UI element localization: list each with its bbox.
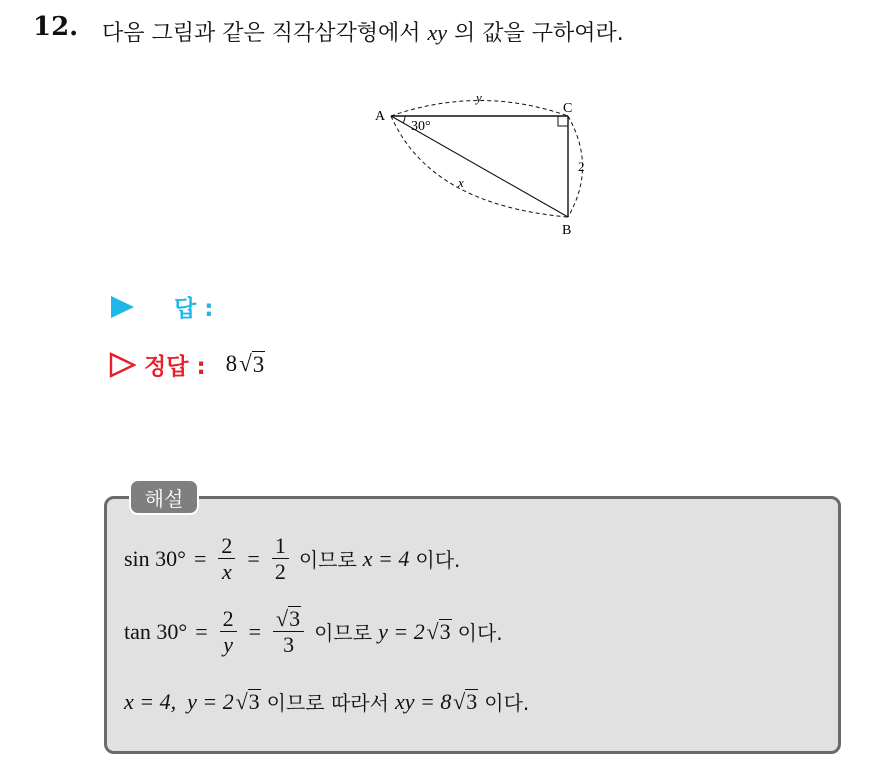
fraction-numerator: 1 xyxy=(272,533,289,559)
solution-line-3 xyxy=(124,687,535,716)
solution-tag: 해설 xyxy=(129,479,199,515)
question-text-after: 의 값을 구하여라. xyxy=(447,21,624,46)
sqrt-symbol: √ 3 xyxy=(453,688,478,714)
correct-coefficient: 8 xyxy=(225,351,238,377)
angle-label: 30° xyxy=(411,119,431,134)
question-text xyxy=(102,16,624,47)
fraction-denominator: x xyxy=(222,559,232,585)
angle-arc-a xyxy=(403,116,405,123)
side-2-label: 2 xyxy=(578,159,585,174)
equals-sign: = xyxy=(247,545,260,571)
fraction-numerator: √ 3 xyxy=(273,606,304,632)
side-x-label: x xyxy=(458,175,464,190)
solution-line-2 xyxy=(124,606,509,658)
fraction-root3-over-3 xyxy=(273,606,304,658)
x-value: x = 4, xyxy=(124,688,177,714)
fraction-numerator: 2 xyxy=(218,533,235,559)
question-number: 12. xyxy=(33,12,79,42)
korean-text: 이므로 xyxy=(298,548,357,573)
correct-value xyxy=(226,351,266,377)
fraction-2-over-y xyxy=(220,606,237,658)
triangle-figure xyxy=(365,85,605,245)
fraction-denominator: 2 xyxy=(274,559,286,585)
korean-text: 이므로 따라서 xyxy=(266,691,389,715)
fraction-2-over-x xyxy=(218,533,235,585)
sqrt-symbol: √ 3 xyxy=(426,618,451,644)
korean-text: 이다. xyxy=(457,621,503,646)
equals-sign: = xyxy=(195,618,208,644)
korean-text: 이다. xyxy=(484,691,530,715)
equals-sign: = xyxy=(193,545,207,571)
equals-sign: = xyxy=(248,618,262,644)
solution-line-1 xyxy=(124,533,466,585)
correct-label: 정답 : xyxy=(144,354,206,380)
vertex-b-label: B xyxy=(562,223,572,238)
fraction-denominator: y xyxy=(223,632,233,658)
xy-value: xy = 8 xyxy=(394,688,452,714)
vertex-c-label: C xyxy=(563,101,573,116)
side-y-label: y xyxy=(476,90,482,105)
answer-label: 답 : xyxy=(174,296,214,322)
fraction-numerator: 2 xyxy=(220,606,237,632)
result-x: x = 4 xyxy=(362,545,410,571)
fraction-1-over-2 xyxy=(272,533,289,585)
answer-arrow-icon xyxy=(108,294,136,320)
correct-arrow-icon xyxy=(108,352,136,378)
korean-text: 이다. xyxy=(415,548,461,573)
answer-row xyxy=(108,290,213,323)
korean-text: 이므로 xyxy=(314,621,373,646)
sqrt-symbol: √ 3 xyxy=(239,351,265,378)
question-text-before: 다음 그림과 같은 직각삼각형에서 xyxy=(102,21,428,46)
correct-radicand: 3 xyxy=(252,352,265,378)
sin-expression: sin 30° xyxy=(124,545,186,571)
sqrt-symbol: √ 3 xyxy=(235,688,260,714)
tan-expression: tan 30° xyxy=(124,618,188,644)
right-angle-marker xyxy=(558,116,568,126)
vertex-a-label: A xyxy=(375,109,386,124)
result-y: y = 2 xyxy=(378,618,425,644)
fraction-denominator: 3 xyxy=(283,632,295,658)
question-variable: xy xyxy=(427,20,448,45)
correct-answer-row xyxy=(108,348,265,381)
y-value: y = 2 xyxy=(187,688,234,714)
